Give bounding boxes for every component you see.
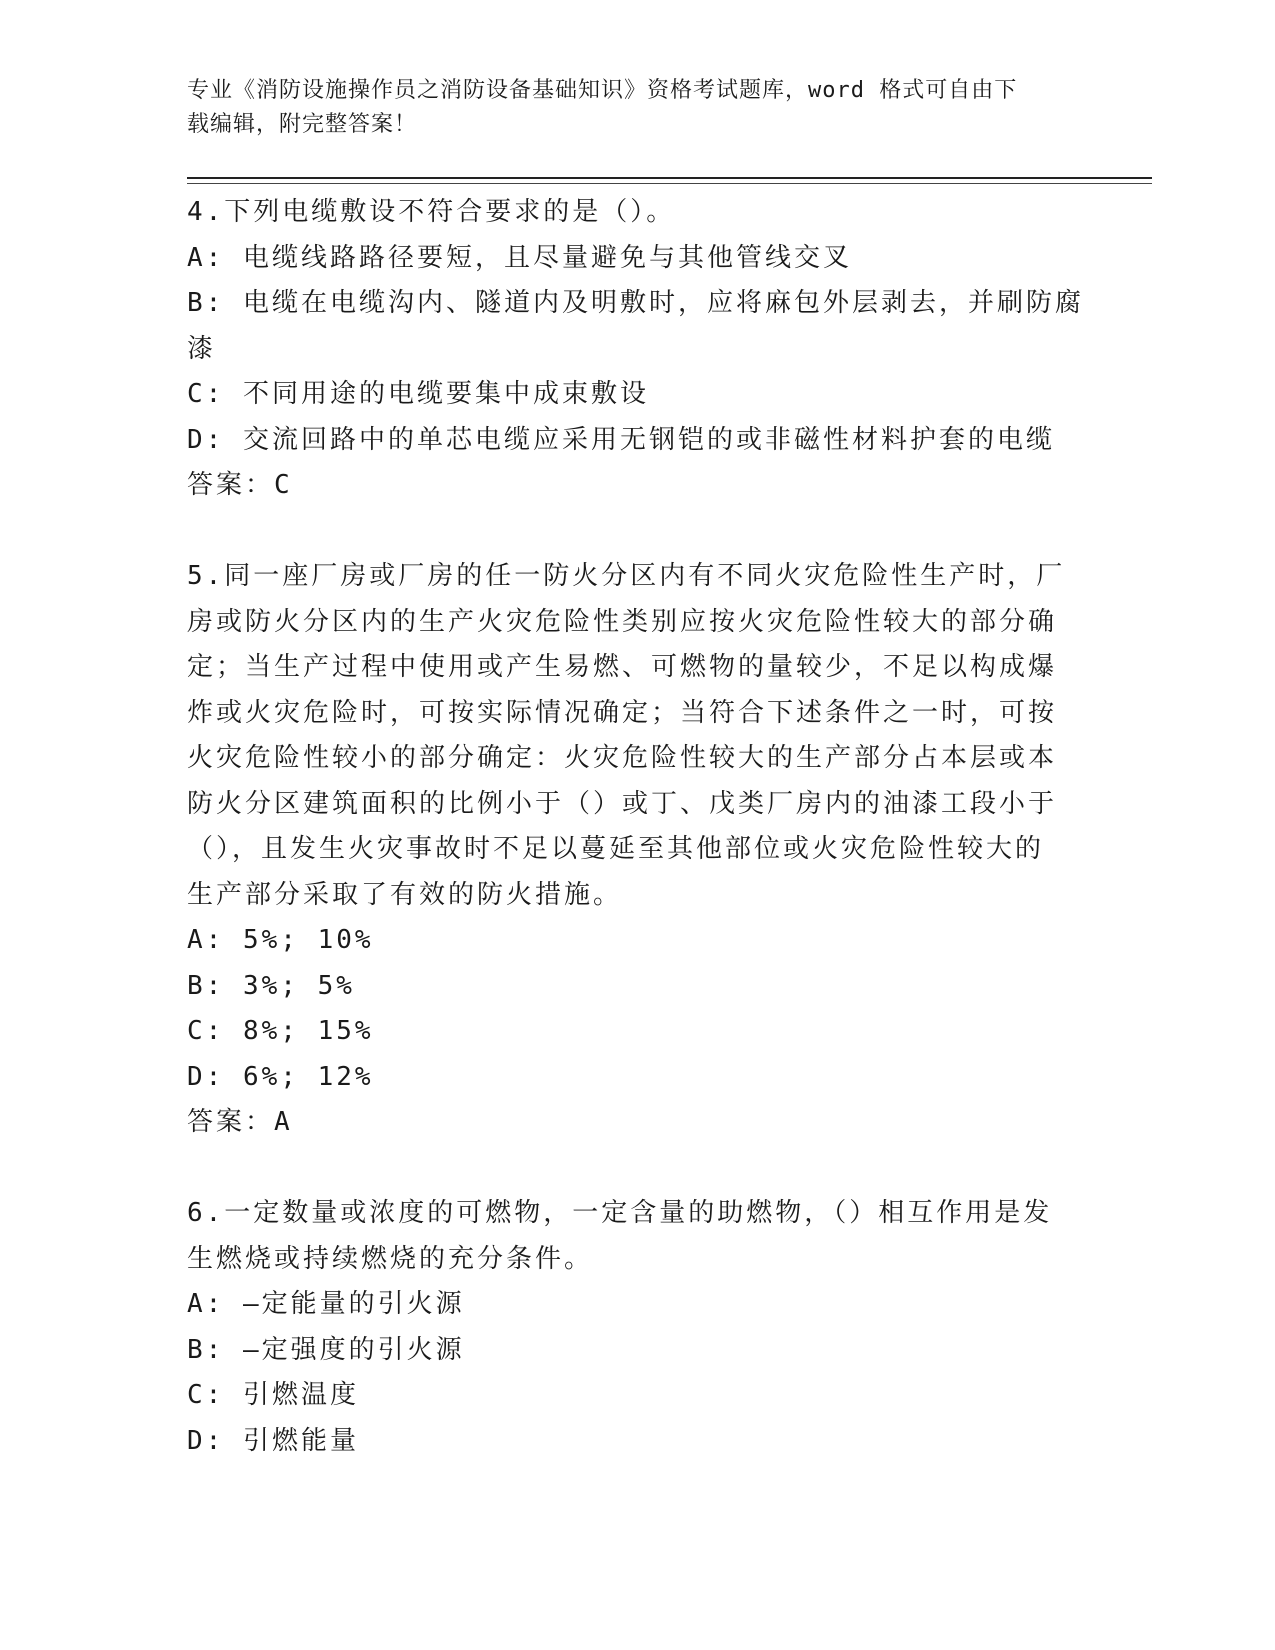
option-c: C: 引燃温度 [187,1380,359,1410]
header-line: 专业《消防设施操作员之消防设备基础知识》资格考试题库，word 格式可自由下 [187,78,1018,103]
answer: 答案：A [187,1107,293,1137]
document-header [187,74,1067,142]
question-spacer [187,1146,1087,1192]
question-stem-line: 6.一定数量或浓度的可燃物，一定含量的助燃物，（）相互作用是发 [187,1198,1053,1228]
option-d: D: 引燃能量 [187,1425,359,1456]
option-a: A: 5%; 10% [187,925,374,955]
option-d: D: 6%; 12% [187,1061,374,1092]
question-5 [187,554,1087,1146]
question-stem: 4.下列电缆敷设不符合要求的是（）。 [187,197,676,227]
option-d: D: 交流回路中的单芯电缆应采用无钢铠的或非磁性材料护套的电缆 [187,424,1055,455]
header-divider [187,177,1152,179]
question-stem-line: 5.同一座厂房或厂房的任一防火分区内有不同火灾危险性生产时，厂 [187,561,1066,591]
question-stem-line: 炸或火灾危险时，可按实际情况确定；当符合下述条件之一时，可按 [187,697,1058,728]
question-stem-line: 火灾危险性较小的部分确定：火灾危险性较大的生产部分占本层或本 [187,743,1058,773]
option-a: A: 电缆线路路径要短，且尽量避免与其他管线交叉 [187,242,852,273]
question-stem-line: 生产部分采取了有效的防火措施。 [187,879,623,910]
question-4 [187,190,1087,509]
answer: 答案：C [187,470,293,500]
question-list [187,190,1087,1464]
question-stem-line: 生燃烧或持续燃烧的充分条件。 [187,1243,594,1274]
option-c: C: 不同用途的电缆要集中成束敷设 [187,379,649,409]
question-stem-line: 房或防火分区内的生产火灾危险性类别应按火灾危险性较大的部分确 [187,606,1058,637]
option-c: C: 8%; 15% [187,1016,374,1046]
option-b: B: 电缆在电缆沟内、隧道内及明敷时，应将麻包外层剥去，并刷防腐 [187,288,1084,318]
question-stem-line: 定；当生产过程中使用或产生易燃、可燃物的量较少，不足以构成爆 [187,652,1058,682]
option-b: B: 3%; 5% [187,970,355,1001]
question-spacer [187,509,1087,555]
header-line: 载编辑，附完整答案！ [187,112,418,137]
option-a: A: —定能量的引火源 [187,1289,465,1319]
question-stem-line: （），且发生火灾事故时不足以蔓延至其他部位或火灾危险性较大的 [187,834,1045,864]
question-6 [187,1191,1087,1464]
question-stem-line: 防火分区建筑面积的比例小于（）或丁、戊类厂房内的油漆工段小于 [187,788,1058,819]
option-b-continued: 漆 [187,333,217,364]
option-b: B: —定强度的引火源 [187,1334,465,1365]
header-divider-thin [187,183,1152,184]
